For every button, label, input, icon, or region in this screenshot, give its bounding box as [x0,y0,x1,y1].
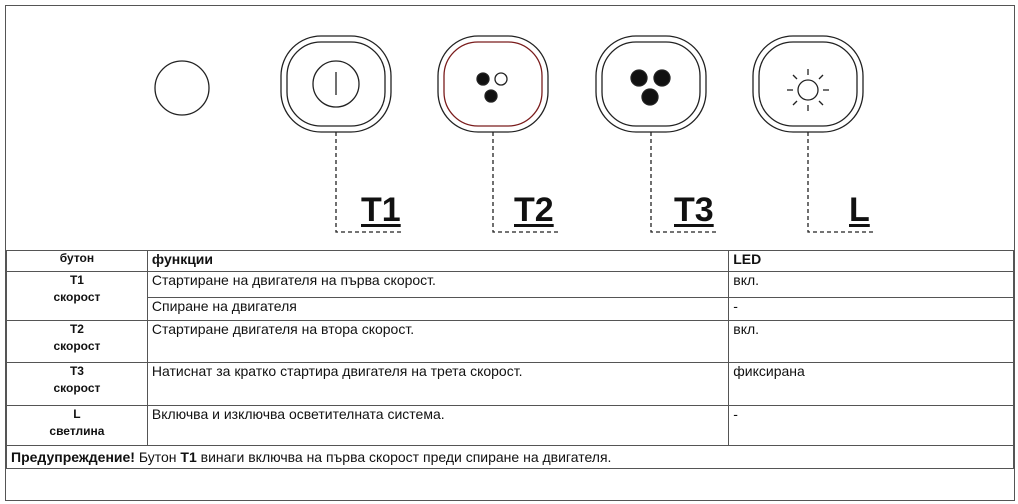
header-functions: функции [147,251,728,272]
function-cell: Натиснат за кратко стартира двигателя на трета скорост. [147,363,728,406]
function-cell: Стартиране на двигателя на първа скорост. [147,272,728,298]
button-name: T2 [69,322,84,336]
button-sub: светлина [49,424,105,438]
speed-3-icon [631,70,670,105]
callout-t2: T2 [514,191,554,229]
header-led: LED [729,251,1014,272]
table-row [7,272,1014,298]
light-button[interactable] [753,36,863,132]
button-sub: скорост [53,290,101,304]
button-cell-t3 [7,363,148,406]
light-icon [787,69,829,111]
button-cell-t1 [7,272,148,321]
table-row [7,363,1014,406]
button-name: L [73,407,81,421]
power-icon [313,61,359,107]
led-cell: - [729,298,1014,321]
button-name: T1 [69,273,84,287]
callout-t3: T3 [674,191,714,229]
speed-2-icon [477,73,507,102]
button-name: T3 [69,364,84,378]
functions-table [6,250,1014,469]
control-panel-illustration [6,6,1014,250]
button-sub: скорост [53,339,101,353]
document-frame [5,5,1015,501]
button-cell-t2 [7,321,148,363]
table-row [7,406,1014,446]
warning-cell [7,446,1014,469]
speed-3-button[interactable] [596,36,706,132]
table-header-row [7,251,1014,272]
warning-label: Предупреждение! [11,449,135,465]
header-button: бутон [7,251,148,272]
callout-leaders [336,132,874,232]
speed-2-button[interactable] [438,36,548,132]
warning-text-2: винаги включва на първа скорост преди спиране на двигателя. [196,449,612,465]
button-sub: скорост [53,381,101,395]
button-cell-l [7,406,148,446]
table-row [7,321,1014,363]
callout-t1: T1 [361,191,401,229]
table-row [7,298,1014,321]
led-cell: фиксирана [729,363,1014,406]
callout-l: L [849,191,870,229]
function-cell: Спиране на двигателя [147,298,728,321]
function-cell: Включва и изключва осветителната система. [147,406,728,446]
indicator-circle [155,61,209,115]
warning-row [7,446,1014,469]
led-cell: вкл. [729,321,1014,363]
function-cell: Стартиране двигателя на втора скорост. [147,321,728,363]
power-button[interactable] [281,36,391,132]
led-cell: - [729,406,1014,446]
warning-text-1: Бутон [134,449,181,465]
warning-bold: T1 [180,449,197,465]
led-cell: вкл. [729,272,1014,298]
